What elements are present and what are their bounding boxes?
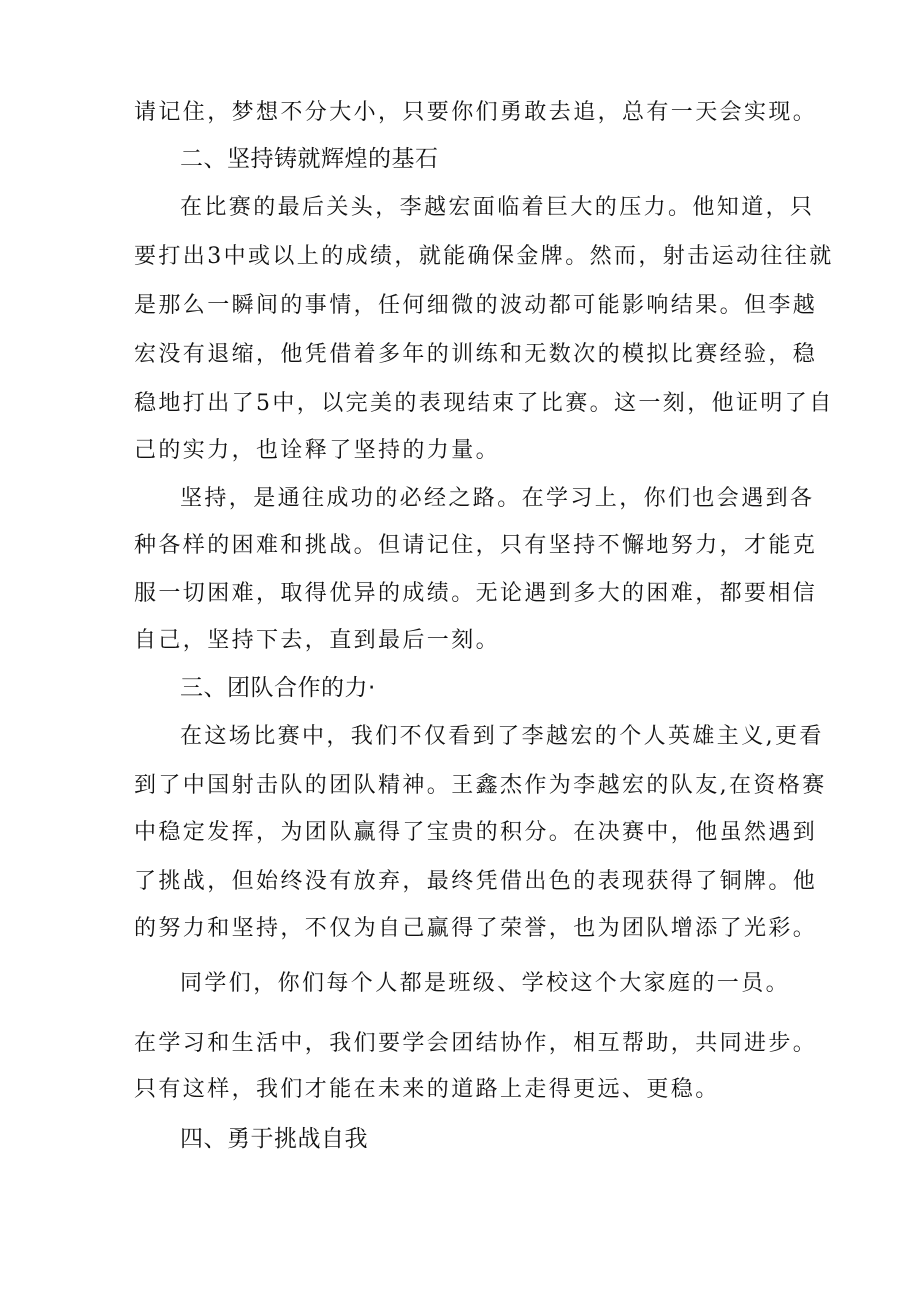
paragraph-line: 种各样的困难和挑战。但请记住，只有坚持不懈地努力，才能克 <box>134 533 818 558</box>
paragraph-line: 己的实力，也诠释了坚持的力量。 <box>134 438 501 463</box>
paragraph-line: 只有这样，我们才能在未来的道路上走得更远、更稳。 <box>134 1077 720 1102</box>
paragraph-line: 在比赛的最后关头，李越宏面临着巨大的压力。他知道，只 <box>180 195 815 220</box>
paragraph-line: 到了中国射击队的团队精神。王鑫杰作为李越宏的队友,在资格赛 <box>134 773 827 798</box>
paragraph-line: 请记住，梦想不分大小，只要你们勇敢去追，总有一天会实现。 <box>134 100 818 125</box>
paragraph-line: 坚持，是通往成功的必经之路。在学习上，你们也会遇到各 <box>180 486 815 511</box>
paragraph-line: 服一切困难，取得优异的成绩。无论遇到多大的困难，都要相信 <box>134 581 818 606</box>
paragraph-line: 中稳定发挥，为团队赢得了宝贵的积分。在决赛中，他虽然遇到 <box>134 820 818 845</box>
paragraph-line: 了挑战，但始终没有放弃，最终凭借出色的表现获得了铜牌。他 <box>134 869 818 894</box>
paragraph-line: 要打出3中或以上的成绩，就能确保金牌。然而，射击运动往往就 <box>134 244 834 269</box>
paragraph-line: 宏没有退缩，他凭借着多年的训练和无数次的模拟比赛经验，稳 <box>134 342 818 367</box>
paragraph-line: 自己，坚持下去，直到最后一刻。 <box>134 628 501 653</box>
section-heading-2: 二、坚持铸就辉煌的基石 <box>180 146 439 172</box>
paragraph-line: 的努力和坚持，不仅为自己赢得了荣誉，也为团队增添了光彩。 <box>134 916 818 941</box>
section-heading-3: 三、团队合作的力· <box>180 675 376 701</box>
paragraph-line: 在这场比赛中，我们不仅看到了李越宏的个人英雄主义,更看 <box>180 724 824 749</box>
section-heading-4: 四、勇于挑战自我 <box>180 1126 368 1152</box>
paragraph-line: 是那么一瞬间的事情，任何细微的波动都可能影响结果。但李越 <box>134 293 818 318</box>
paragraph-line: 稳地打出了5中，以完美的表现结束了比赛。这一刻，他证明了自 <box>134 391 834 416</box>
paragraph-line: 同学们，你们每个人都是班级、学校这个大家庭的一员。 <box>180 971 791 996</box>
paragraph-line: 在学习和生活中，我们要学会团结协作，相互帮助，共同进步。 <box>134 1031 818 1056</box>
